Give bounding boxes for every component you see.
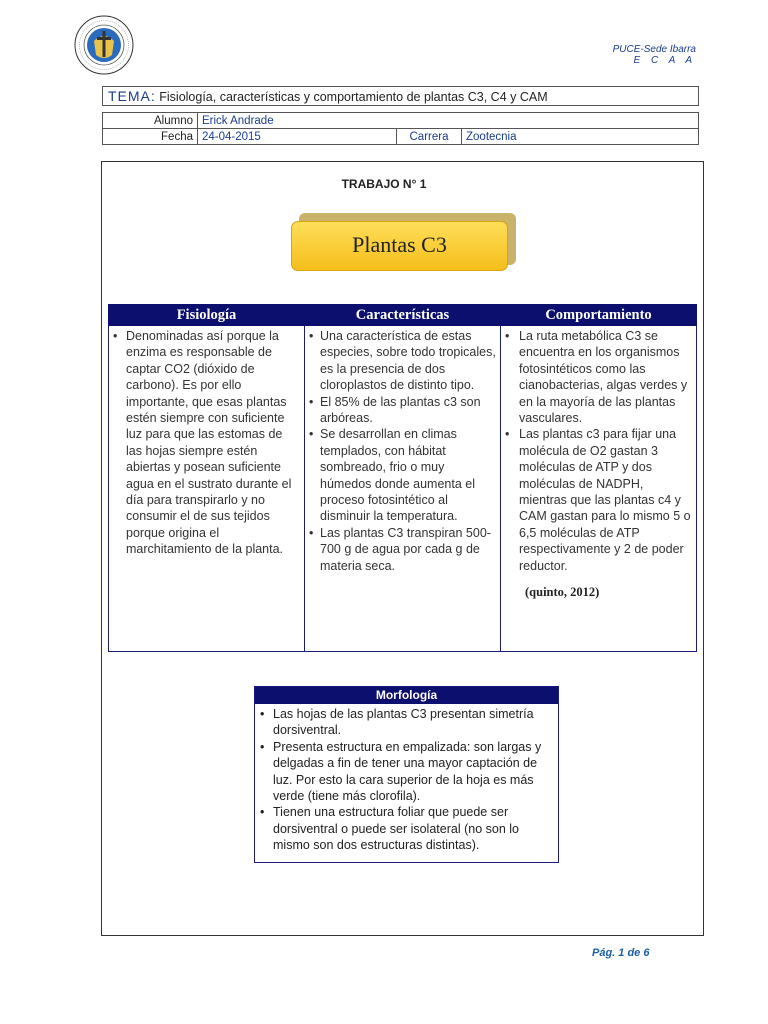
fecha-value: 24-04-2015 — [198, 129, 397, 145]
tema-box — [102, 86, 699, 106]
tema-label: TEMA: — [108, 88, 156, 104]
info-table — [102, 112, 699, 145]
trabajo-heading: TRABAJO N° 1 — [341, 177, 427, 191]
list-item: • Las hojas de las plantas C3 presentan simetría dorsiventral. — [260, 706, 554, 739]
tema-text: Fisiología, características y comportamiento de plantas C3, C4 y CAM — [159, 90, 548, 104]
department-name: E C A A — [633, 55, 696, 66]
carrera-label: Carrera — [397, 129, 462, 145]
list-item: • El 85% de las plantas c3 son arbóreas. — [309, 394, 496, 427]
list-item: • La ruta metabólica C3 se encuentra en los organismos fotosintéticos como las cianobacterias, algas verdes y en la mayoría de las plantas vasculares. — [505, 328, 692, 426]
comportamiento-cell — [501, 326, 697, 652]
list-item: • Se desarrollan en climas templados, con hábitat sombreado, frio o muy húmedos donde aumenta el proceso fotosintético al disminuir la temperatura. — [309, 426, 496, 524]
header-comportamiento: Comportamiento — [501, 305, 697, 326]
header-fisiologia: Fisiología — [109, 305, 305, 326]
list-item: • Denominadas así porque la enzima es responsable de captar CO2 (dióxido de carbono). Es por ello importante, que esas plantas estén siempre con suficiente luz para que las estomas de las hojas siempre estén abiertas y posean suficiente agua en el sustrato durante el día para transpirarlo y no consumir el de sus tejidos porque origina el marchitamiento de la planta. — [113, 328, 300, 558]
plantas-c3-title: Plantas C3 — [291, 221, 508, 271]
university-seal-icon — [74, 15, 134, 75]
c3-info-table — [108, 304, 697, 652]
list-item: • Las plantas c3 para fijar una molécula de O2 gastan 3 moléculas de ATP y dos moléculas de NADPH, mientras que las plantas c4 y CAM gastan para lo mismo 5 o 6,5 moléculas de ATP respectivamente y 2 de poder reductor. — [505, 426, 692, 574]
page-number: Pág. 1 de 6 — [592, 947, 650, 959]
alumno-value: Erick Andrade — [198, 113, 699, 129]
list-item: • Una característica de estas especies, sobre todo tropicales, es la presencia de dos cloroplastos de distinto tipo. — [309, 328, 496, 394]
morfologia-title: Morfología — [255, 687, 558, 704]
fisiologia-cell — [109, 326, 305, 652]
citation: (quinto, 2012) — [525, 585, 600, 600]
alumno-label: Alumno — [103, 113, 198, 129]
list-item: • Las plantas C3 transpiran 500-700 g de agua por cada g de materia seca. — [309, 525, 496, 574]
list-item: • Tienen una estructura foliar que puede ser dorsiventral o puede ser isolateral (no son lo mismo son dos estructuras distintas). — [260, 804, 554, 853]
header-caracteristicas: Características — [305, 305, 501, 326]
institution-name: PUCE-Sede Ibarra — [612, 44, 696, 55]
fecha-label: Fecha — [103, 129, 198, 145]
list-item: • Presenta estructura en empalizada: son largas y delgadas a fin de tener una mayor captación de luz. Por esto la cara superior de la hoja es más verde (tiene más clorofila). — [260, 739, 554, 805]
caracteristicas-cell — [305, 326, 501, 652]
carrera-value: Zootecnia — [462, 129, 699, 145]
morfologia-box — [254, 686, 559, 863]
